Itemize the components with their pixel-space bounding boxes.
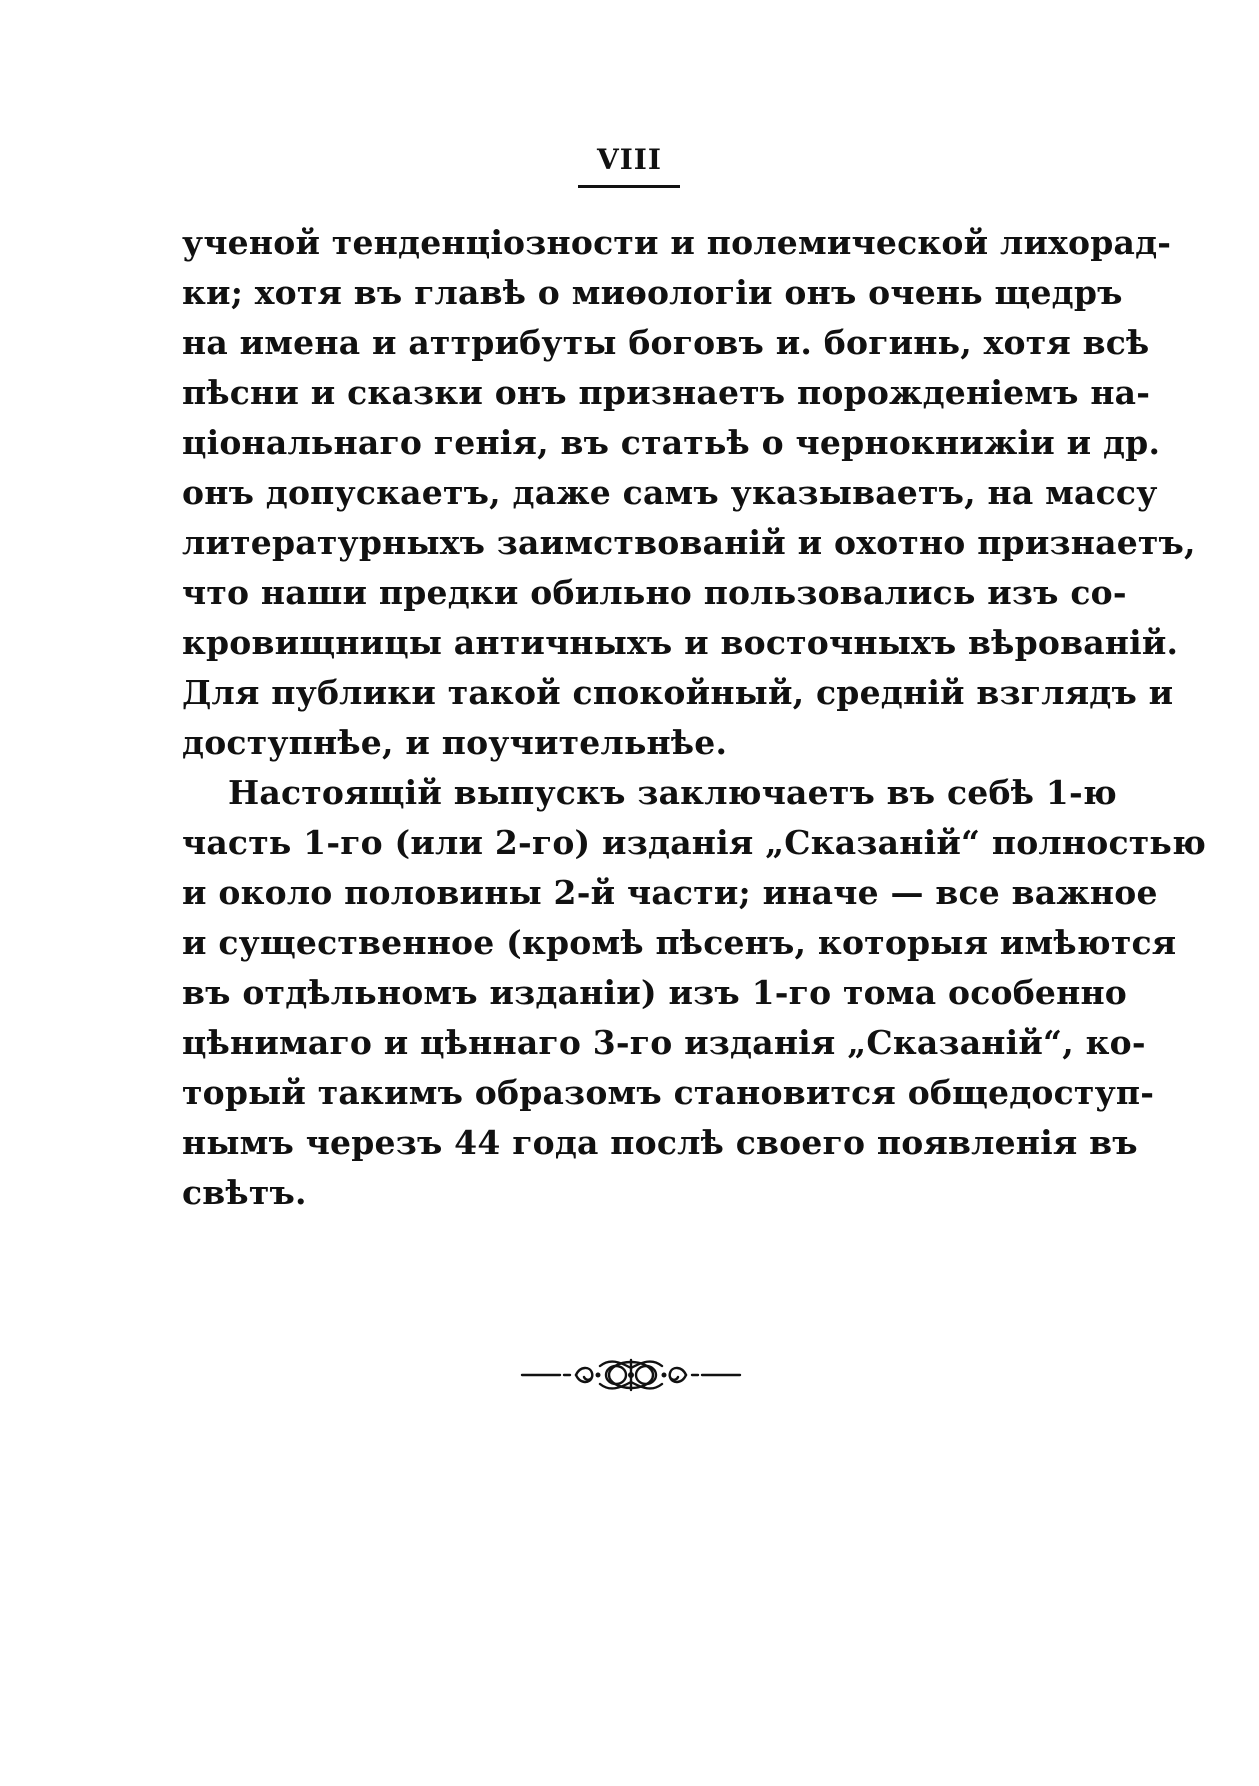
text-line: часть 1-го (или 2-го) изданія „Сказаній“ полностью <box>182 823 1207 862</box>
page-number: VIII <box>596 143 663 176</box>
text-line: на имена и аттрибуты боговъ и. богинь, хотя всѣ <box>182 323 1150 362</box>
text-line: Для публики такой спокойный, средній взглядъ и <box>182 673 1174 712</box>
text-line: нымъ черезъ 44 года послѣ своего появленія въ <box>182 1123 1138 1162</box>
text-line: и около половины 2-й части; иначе — все важное <box>182 873 1158 912</box>
text-line: свѣтъ. <box>182 1173 307 1212</box>
text-line: ки; хотя въ главѣ о миѳологіи онъ очень щедръ <box>182 273 1123 312</box>
page-number-underline <box>578 185 680 188</box>
text-line: и существенное (кромѣ пѣсенъ, которыя имѣются <box>182 923 1177 962</box>
text-line: торый такимъ образомъ становится общедоступ- <box>182 1073 1155 1112</box>
text-line: литературныхъ заимствованій и охотно признаетъ, <box>182 523 1196 562</box>
text-line: кровищницы античныхъ и восточныхъ вѣрованій. <box>182 623 1179 662</box>
body-text <box>182 218 1207 1218</box>
text-line: онъ допускаетъ, даже самъ указываетъ, на массу <box>182 473 1158 512</box>
text-line: ціональнаго генія, въ статьѣ о чернокнижіи и др. <box>182 423 1161 462</box>
text-line: что наши предки обильно пользовались изъ со- <box>182 573 1127 612</box>
text-line: доступнѣе, и поучительнѣе. <box>182 723 728 762</box>
text-line: цѣнимаго и цѣннаго 3-го изданія „Сказаній“, ко- <box>182 1023 1146 1062</box>
text-line: пѣсни и сказки онъ признаетъ порожденіемъ на- <box>182 373 1151 412</box>
text-line: Настоящій выпускъ заключаетъ въ себѣ 1-ю <box>228 773 1117 812</box>
text-line: ученой тенденціозности и полемической лихорад- <box>182 223 1172 262</box>
text-line: въ отдѣльномъ изданіи) изъ 1-го тома особенно <box>182 973 1128 1012</box>
ornament-divider-icon <box>520 1352 742 1398</box>
